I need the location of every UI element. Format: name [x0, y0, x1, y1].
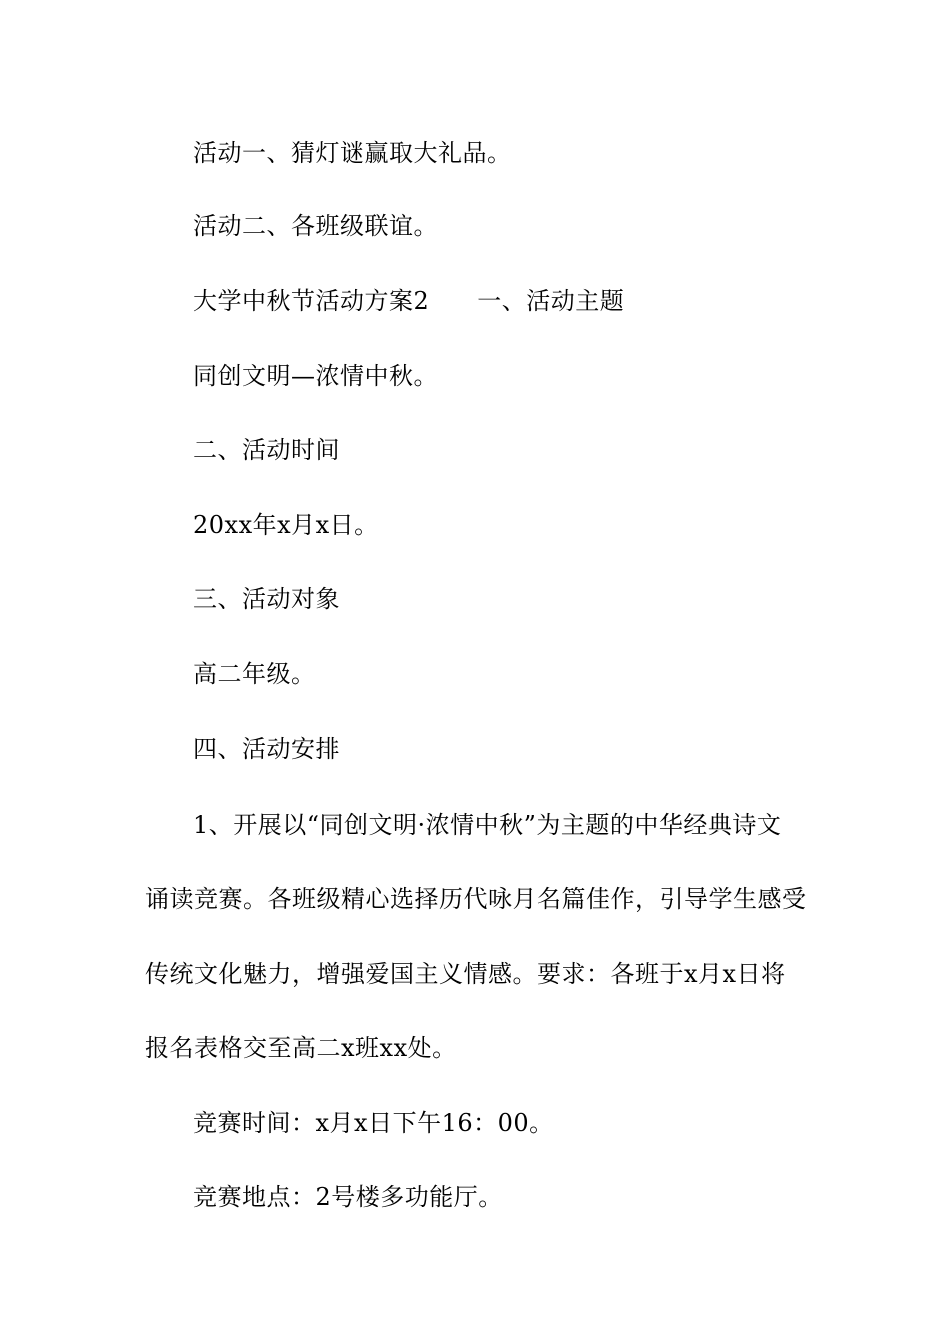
paragraph-theme: 同创文明—浓情中秋。: [193, 362, 438, 390]
heading-line: [193, 286, 815, 316]
paragraph-arrangement-line-4: 报名表格交至高二x班xx处。: [145, 1034, 457, 1062]
heading-audience: 三、活动对象: [193, 585, 340, 613]
heading-arrangement: 四、活动安排: [193, 735, 340, 763]
paragraph-arrangement-line-1: 1、开展以“同创文明·浓情中秋”为主题的中华经典诗文: [193, 811, 782, 839]
paragraph-competition-venue: 竞赛地点：2号楼多功能厅。: [193, 1183, 503, 1211]
paragraph-audience: 高二年级。: [193, 660, 316, 688]
paragraph-competition-time: 竞赛时间：x月x日下午16：00。: [193, 1109, 554, 1137]
paragraph-time: 20xx年x月x日。: [193, 511, 379, 539]
section-title: 大学中秋节活动方案2: [193, 287, 430, 315]
paragraph-activity-one: 活动一、猜灯谜赢取大礼品。: [193, 139, 512, 167]
paragraph-arrangement-line-2: 诵读竞赛。各班级精心选择历代咏月名篇佳作，引导学生感受: [145, 885, 807, 913]
heading-theme: 一、活动主题: [477, 287, 625, 315]
paragraph-activity-two: 活动二、各班级联谊。: [193, 212, 438, 240]
paragraph-arrangement-line-3: 传统文化魅力，增强爱国主义情感。要求：各班于x月x日将: [145, 960, 786, 988]
heading-time: 二、活动时间: [193, 436, 340, 464]
